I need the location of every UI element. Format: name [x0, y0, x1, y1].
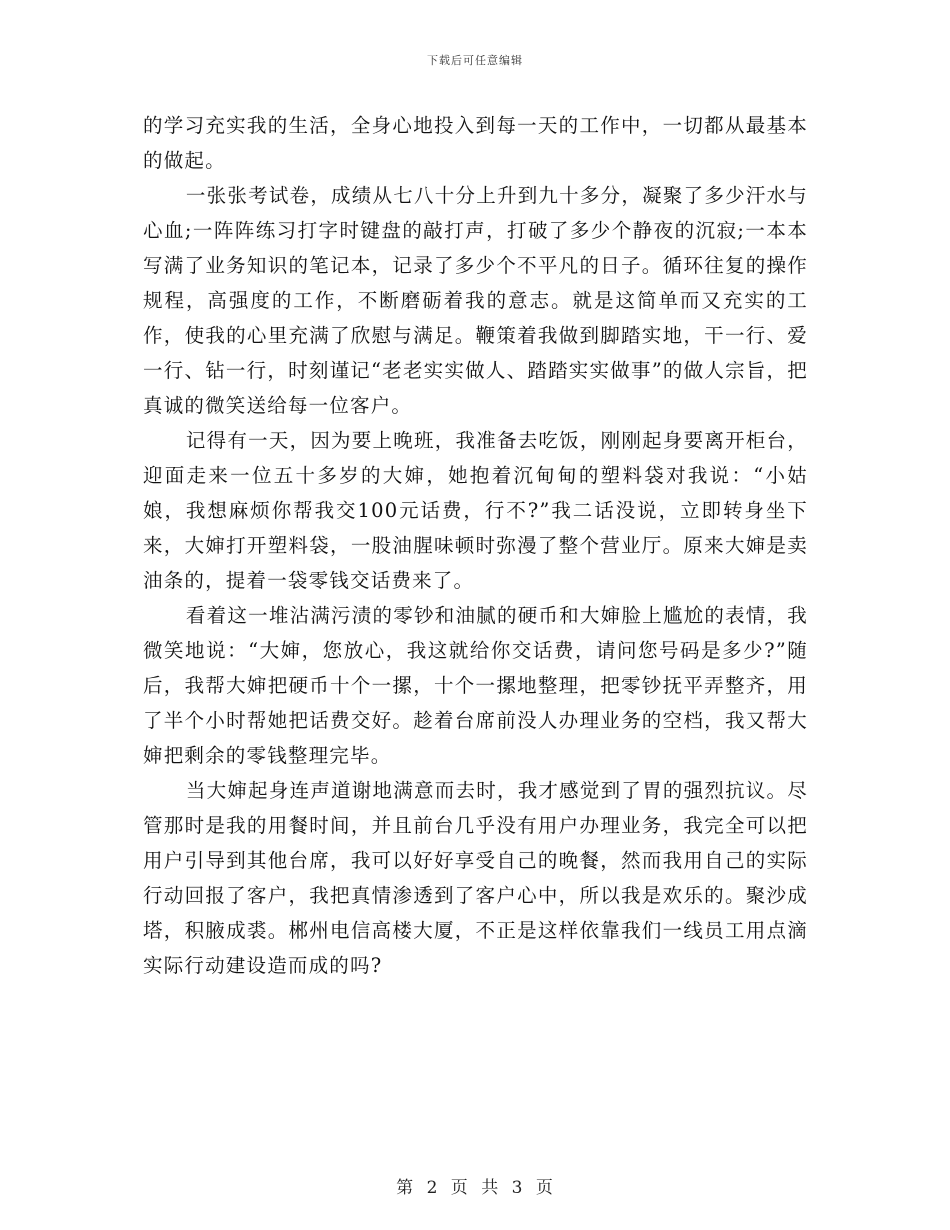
paragraph-reflection: 当大婶起身连声道谢地满意而去时，我才感觉到了胃的强烈抗议。尽管那时是我的用餐时间，并且前台几乎没有用户办理业务，我完全可以把用户引导到其他台席，我可以好好享受自己的晚餐，然而我用自己的实际行动回报了客户，我把真情渗透到了客户心中，所以我是欢乐的。聚沙成塔，积腋成裘。郴州电信高楼大厦，不正是这样依靠我们一线员工用点滴实际行动建设造而成的吗?	[143, 779, 808, 977]
page-number: 第 2 页 共 3 页	[396, 1178, 554, 1198]
header-note: 下载后可任意编辑	[427, 54, 523, 67]
document-body	[143, 108, 808, 983]
paragraph-night-shift: 记得有一天，因为要上晚班，我准备去吃饭，刚刚起身要离开柜台，迎面走来一位五十多岁的大婶，她抱着沉甸甸的塑料袋对我说：“小姑娘，我想麻烦你帮我交100元话费，行不?”我二话没说，立即转身坐下来，大婶打开塑料袋，一股油腥味顿时弥漫了整个营业厅。原来大婶是卖油条的，提着一袋零钱交话费来了。	[143, 429, 808, 592]
paragraph-continuation: 的学习充实我的生活，全身心地投入到每一天的工作中，一切都从最基本的做起。	[143, 114, 808, 172]
paragraph-exam-papers: 一张张考试卷，成绩从七八十分上升到九十多分，凝聚了多少汗水与心血;一阵阵练习打字时键盘的敲打声，打破了多少个静夜的沉寂;一本本写满了业务知识的笔记本，记录了多少个不平凡的日子。循环往复的操作规程，高强度的工作，不断磨砺着我的意志。就是这简单而又充实的工作，使我的心里充满了欣慰与满足。鞭策着我做到脚踏实地，干一行、爱一行、钻一行，时刻谨记“老老实实做人、踏踏实实做事”的做人宗旨，把真诚的微笑送给每一位客户。	[143, 184, 808, 417]
paragraph-coins: 看着这一堆沾满污渍的零钞和油腻的硬币和大婶脸上尴尬的表情，我微笑地说：“大婶，您放心，我这就给你交话费，请问您号码是多少?”随后，我帮大婶把硬币十个一摞，十个一摞地整理，把零钞抚平弄整齐，用了半个小时帮她把话费交好。趁着台席前没人办理业务的空档，我又帮大婶把剩余的零钱整理完毕。	[143, 604, 808, 767]
